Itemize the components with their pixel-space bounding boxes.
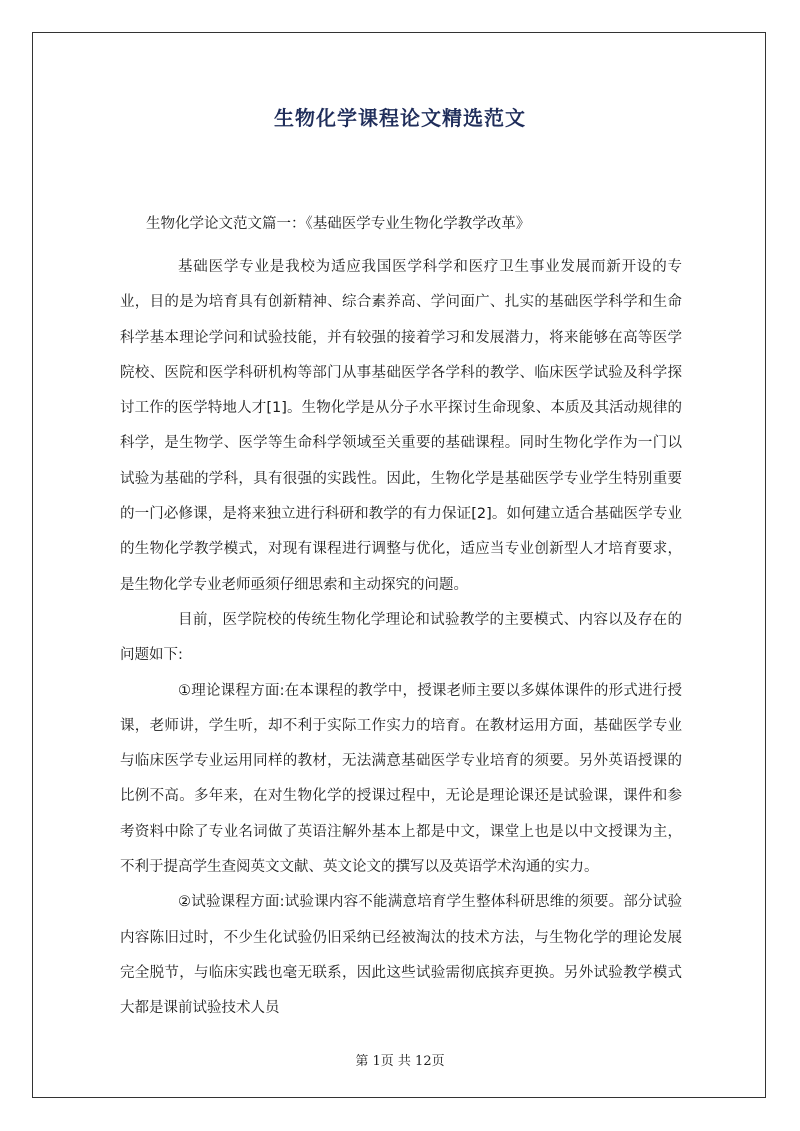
paragraph: ①理论课程方面:在本课程的教学中，授课老师主要以多媒体课件的形式进行授课，老师讲，学生听，却不利于实际工作实力的培育。在教材运用方面，基础医学专业与临床医学专业运用同样的教材，无法满意基础医学专业培育的须要。另外英语授课的比例不高。多年来，在对生物化学的授课过程中，无论是理论课还是试验课，课件和参考资料中除了专业名词做了英语注解外基本上都是中文，课堂上也是以中文授课为主，不利于提高学生查阅英文文献、英文论文的撰写以及英语学术沟通的实力。 — [120, 682, 682, 876]
document-subtitle: 生物化学论文范文篇一：《基础医学专业生物化学教学改革》 — [146, 216, 531, 232]
document-body — [120, 250, 682, 1027]
page-number: 第 1页 共 12页 — [355, 1054, 445, 1069]
paragraph: 目前，医学院校的传统生物化学理论和试验教学的主要模式、内容以及存在的问题如下: — [120, 611, 682, 664]
paragraph: ②试验课程方面:试验课内容不能满意培育学生整体科研思维的须要。部分试验内容陈旧过时，不少生化试验仍旧采纳已经被淘汰的技术方法，与生物化学的理论发展完全脱节，与临床实践也毫无联系，因此这些试验需彻底摈弃更换。另外试验教学模式大都是课前试验技术人员 — [120, 894, 682, 1017]
document-title: 生物化学课程论文精选范文 — [274, 106, 526, 130]
paragraph: 基础医学专业是我校为适应我国医学科学和医疗卫生事业发展而新开设的专业，目的是为培育具有创新精神、综合素养高、学问面广、扎实的基础医学科学和生命科学基本理论学问和试验技能，并有较强的接着学习和发展潜力，将来能够在高等医学院校、医院和医学科研机构等部门从事基础医学各学科的教学、临床医学试验及科学探讨工作的医学特地人才[1]。生物化学是从分子水平探讨生命现象、本质及其活动规律的科学，是生物学、医学等生命科学领域至关重要的基础课程。同时生物化学作为一门以试验为基础的学科，具有很强的实践性。因此，生物化学是基础医学专业学生特别重要的一门必修课，是将来独立进行科研和教学的有力保证[2]。如何建立适合基础医学专业的生物化学教学模式，对现有课程进行调整与优化，适应当专业创新型人才培育要求，是生物化学专业老师亟须仔细思索和主动探究的问题。 — [120, 259, 682, 593]
